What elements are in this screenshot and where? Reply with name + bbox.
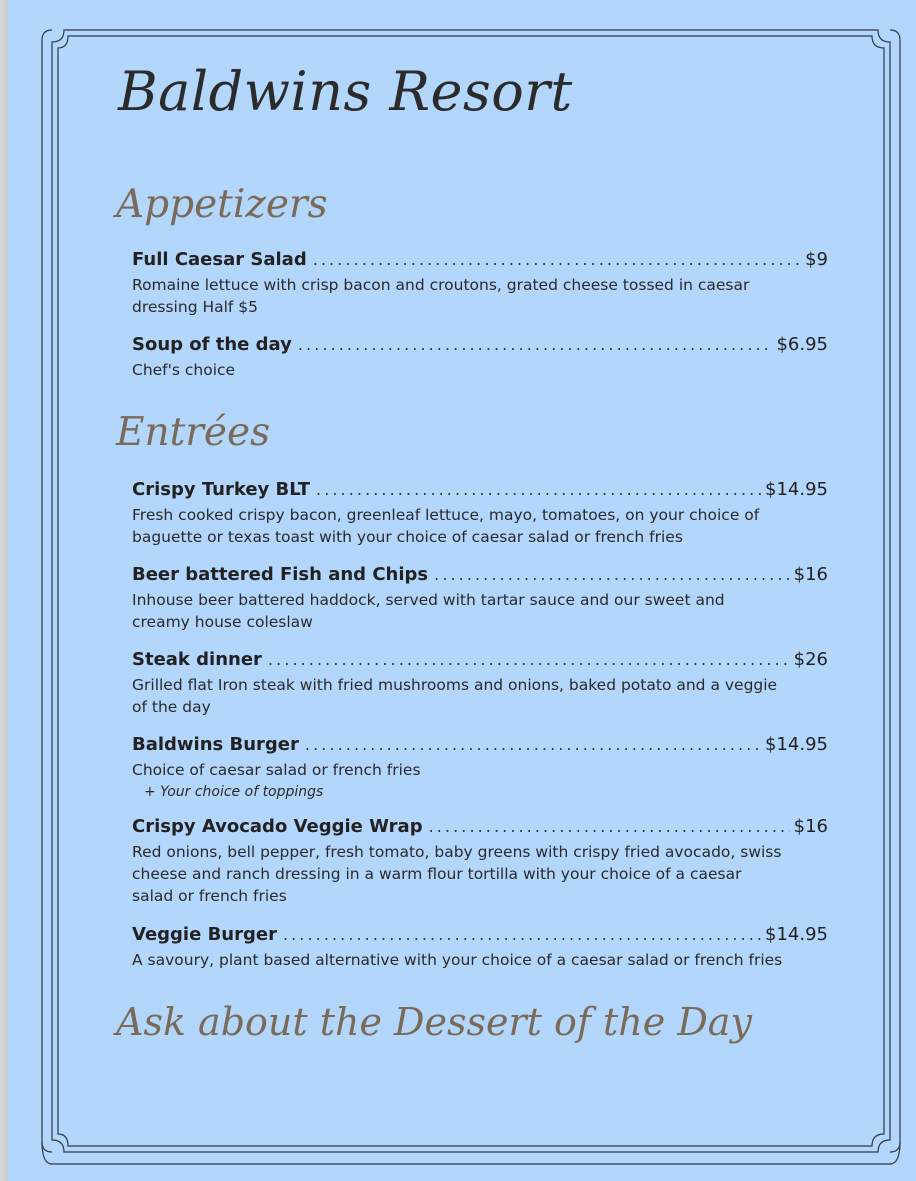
item-price: $14.95 <box>765 924 828 945</box>
item-description: Chef's choice <box>132 361 236 379</box>
menu-item-header <box>132 564 828 588</box>
menu-item-header <box>132 334 828 358</box>
menu-item <box>132 924 828 971</box>
resort-title: Baldwins Resort <box>118 60 573 123</box>
dot-leader <box>316 480 761 499</box>
section-heading-appetizers: Appetizers <box>116 182 328 227</box>
dot-leader <box>305 735 761 754</box>
item-name: Beer battered Fish and Chips <box>132 564 429 585</box>
menu-item-header <box>132 249 828 273</box>
item-price: $9 <box>805 249 828 270</box>
dot-leader <box>434 565 790 584</box>
menu-item <box>132 334 828 381</box>
dessert-footer: Ask about the Dessert of the Day <box>116 1000 752 1044</box>
menu-item <box>132 649 828 718</box>
menu-item <box>132 479 828 548</box>
menu-item <box>132 249 828 318</box>
menu-item-header <box>132 816 828 840</box>
menu-item-header <box>132 479 828 503</box>
item-name: Crispy Avocado Veggie Wrap <box>132 816 423 837</box>
item-name: Crispy Turkey BLT <box>132 479 311 500</box>
item-price: $16 <box>793 564 828 585</box>
item-description: Romaine lettuce with crisp bacon and croutons, grated cheese tossed in caesar dressing Half $5 <box>132 276 750 316</box>
item-note: + Your choice of toppings <box>144 784 324 800</box>
dot-leader <box>298 335 773 354</box>
item-price: $14.95 <box>765 479 828 500</box>
menu-item-header <box>132 649 828 673</box>
dot-leader <box>283 925 761 944</box>
menu-item <box>132 734 828 803</box>
menu-item <box>132 564 828 633</box>
item-name: Soup of the day <box>132 334 292 355</box>
item-name: Steak dinner <box>132 649 262 670</box>
item-description: Inhouse beer battered haddock, served with tartar sauce and our sweet and creamy house coleslaw <box>132 591 725 631</box>
item-price: $6.95 <box>776 334 828 355</box>
item-description: Red onions, bell pepper, fresh tomato, baby greens with crispy fried avocado, swiss cheese and ranch dressing in a warm flour tortilla with your choice of a caesar salad or french fries <box>132 843 782 905</box>
item-price: $16 <box>793 816 828 837</box>
item-price: $14.95 <box>765 734 828 755</box>
section-heading-entrees: Entrées <box>116 410 271 455</box>
item-description: Grilled flat Iron steak with fried mushrooms and onions, baked potato and a veggie of the day <box>132 676 778 716</box>
item-name: Baldwins Burger <box>132 734 299 755</box>
item-name: Full Caesar Salad <box>132 249 307 270</box>
menu-item-header <box>132 924 828 948</box>
item-description: Fresh cooked crispy bacon, greenleaf lettuce, mayo, tomatoes, on your choice of baguette or texas toast with your choice of caesar salad or french fries <box>132 506 760 546</box>
dot-leader <box>268 650 790 669</box>
dot-leader <box>313 250 801 269</box>
item-description: Choice of caesar salad or french fries <box>132 761 421 779</box>
menu-item-header <box>132 734 828 758</box>
item-name: Veggie Burger <box>132 924 277 945</box>
item-price: $26 <box>793 649 828 670</box>
dot-leader <box>429 817 790 836</box>
menu-item <box>132 816 828 907</box>
item-description: A savoury, plant based alternative with your choice of a caesar salad or french fries <box>132 951 783 969</box>
